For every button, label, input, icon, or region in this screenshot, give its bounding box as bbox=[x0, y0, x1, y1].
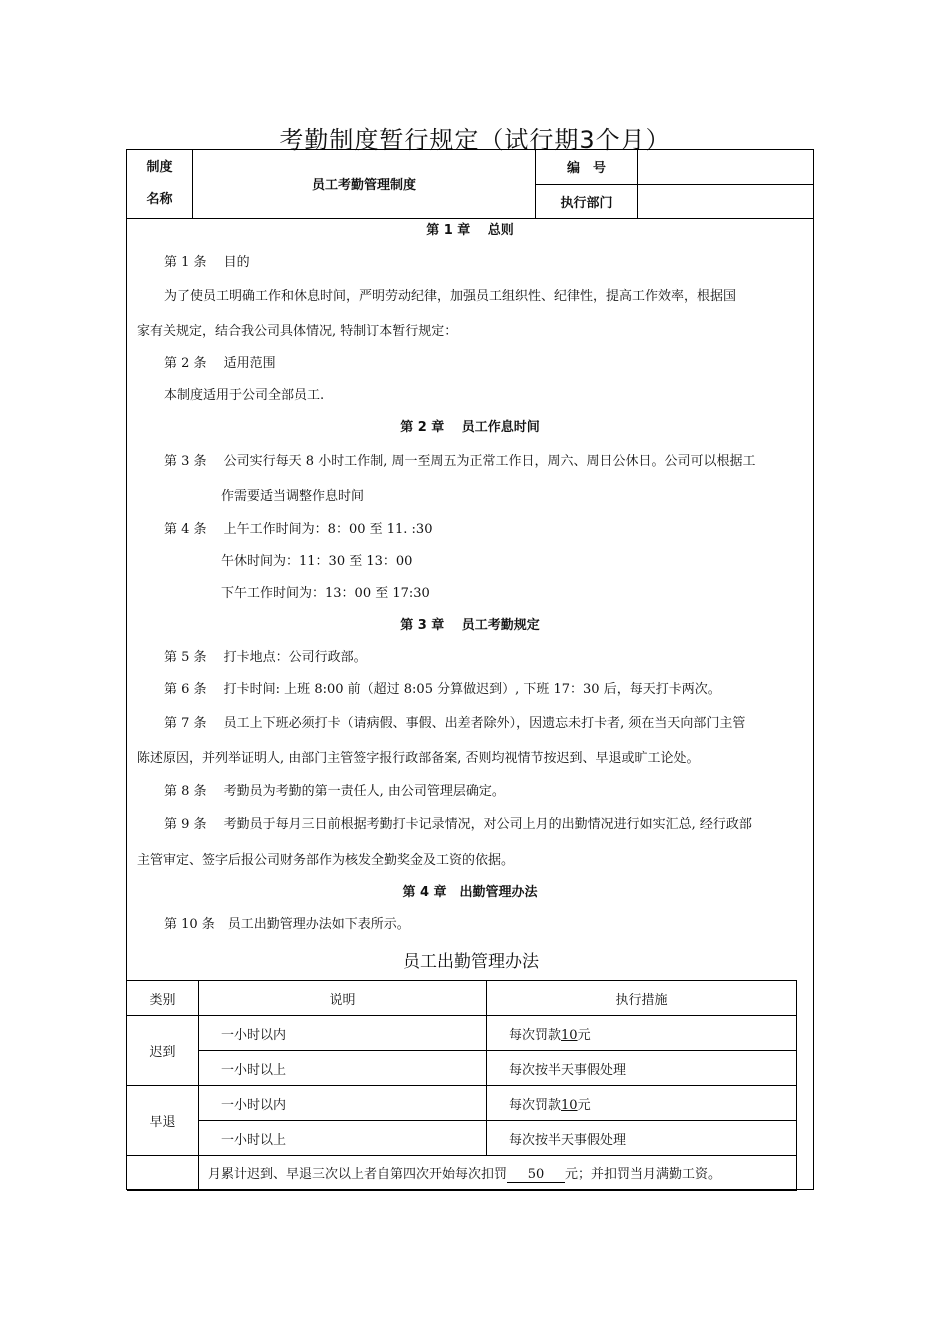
article-5-text: 第 5 条 打卡地点：公司行政部。 bbox=[164, 650, 367, 665]
summary-rule bbox=[199, 1156, 797, 1191]
summary-suffix: 元；并扣罚当月满勤工资。 bbox=[565, 1167, 722, 1182]
early-within-hour-measure bbox=[487, 1086, 797, 1121]
summary-category-empty bbox=[127, 1156, 199, 1191]
table-row bbox=[127, 1016, 797, 1051]
table-row bbox=[127, 1051, 797, 1086]
table-row bbox=[127, 1086, 797, 1121]
header-description: 说明 bbox=[199, 981, 487, 1016]
summary-amount: 50 bbox=[507, 1168, 565, 1183]
article-9-text-1: 第 9 条 考勤员于每月三日前根据考勤打卡记录情况，对公司上月的出勤情况进行如实汇总, 经行政部 bbox=[164, 817, 752, 832]
late-within-hour: 一小时以内 bbox=[199, 1016, 487, 1051]
article-9-text-2: 主管审定、签字后报公司财务部作为核发全勤奖金及工资的依据。 bbox=[137, 853, 515, 868]
table-row bbox=[127, 1121, 797, 1156]
category-early: 早退 bbox=[127, 1086, 199, 1156]
summary-prefix: 月累计迟到、早退三次以上者自第四次开始每次扣罚 bbox=[208, 1167, 508, 1182]
article-4-text-1: 第 4 条 上午工作时间为：8：00 至 11. :30 bbox=[164, 522, 433, 537]
early-over-hour: 一小时以上 bbox=[199, 1121, 487, 1156]
label-dept: 执行部门 bbox=[536, 184, 638, 218]
late-within-hour-measure bbox=[487, 1016, 797, 1051]
article-3-text-2: 作需要适当调整作息时间 bbox=[221, 489, 365, 504]
late-over-hour-measure: 每次按半天事假处理 bbox=[487, 1051, 797, 1086]
article-3-text-1: 第 3 条 公司实行每天 8 小时工作制, 周一至周五为正常工作日，周六、周日公休日。公司可以根据工 bbox=[164, 454, 756, 469]
attendance-table bbox=[127, 980, 797, 1191]
label-mingcheng: 名称 bbox=[146, 191, 173, 207]
chapter-2-heading: 第 2 章 员工作息时间 bbox=[400, 420, 540, 435]
late-over-hour: 一小时以上 bbox=[199, 1051, 487, 1086]
article-7-text-1: 第 7 条 员工上下班必须打卡（请病假、事假、出差者除外），因遗忘未打卡者, 须在当天向部门主管 bbox=[164, 716, 746, 731]
article-4-text-3: 下午工作时间为：13：00 至 17:30 bbox=[221, 586, 430, 601]
fine-prefix: 每次罚款 bbox=[509, 1097, 562, 1113]
fine-amount: 10 bbox=[561, 1097, 578, 1113]
table-row bbox=[127, 1156, 797, 1191]
dept-value bbox=[638, 184, 814, 218]
attendance-table-title: 员工出勤管理办法 bbox=[403, 952, 539, 972]
article-1-heading: 第 1 条 目的 bbox=[164, 255, 250, 270]
header-measure: 执行措施 bbox=[487, 981, 797, 1016]
label-zhidu: 制度 bbox=[146, 159, 173, 175]
header-category: 类别 bbox=[127, 981, 199, 1016]
article-8-text: 第 8 条 考勤员为考勤的第一责任人, 由公司管理层确定。 bbox=[164, 784, 505, 799]
regulation-frame bbox=[126, 149, 814, 1190]
early-over-hour-measure: 每次按半天事假处理 bbox=[487, 1121, 797, 1156]
label-number: 编 号 bbox=[536, 150, 638, 184]
article-4-text-2: 午休时间为：11：30 至 13：00 bbox=[221, 554, 413, 569]
article-2-heading: 第 2 条 适用范围 bbox=[164, 356, 276, 371]
article-7-text-2: 陈述原因，并列举证明人, 由部门主管签字报行政部备案, 否则均视情节按迟到、早退或旷工论处。 bbox=[137, 751, 700, 766]
fine-suffix: 元 bbox=[577, 1027, 591, 1043]
fine-amount: 10 bbox=[561, 1027, 578, 1043]
number-value bbox=[638, 150, 814, 184]
chapter-3-heading: 第 3 章 员工考勤规定 bbox=[400, 618, 540, 633]
chapter-4-heading: 第 4 章 出勤管理办法 bbox=[402, 885, 538, 900]
chapter-1-heading: 第 1 章 总则 bbox=[426, 223, 514, 238]
fine-prefix: 每次罚款 bbox=[509, 1027, 562, 1043]
header-table bbox=[127, 150, 813, 219]
early-within-hour: 一小时以内 bbox=[199, 1086, 487, 1121]
article-1-text-2: 家有关规定，结合我公司具体情况, 特制订本暂行规定： bbox=[137, 324, 458, 339]
article-10-text: 第 10 条 员工出勤管理办法如下表所示。 bbox=[164, 917, 410, 932]
fine-suffix: 元 bbox=[577, 1097, 591, 1113]
label-system-name-cell bbox=[127, 150, 193, 218]
category-late: 迟到 bbox=[127, 1016, 199, 1086]
article-2-text: 本制度适用于公司全部员工. bbox=[164, 388, 325, 403]
system-name-value: 员工考勤管理制度 bbox=[193, 150, 536, 218]
document-title: 考勤制度暂行规定（试行期3个月） bbox=[279, 126, 671, 154]
article-6-text: 第 6 条 打卡时间: 上班 8:00 前（超过 8:05 分算做迟到）, 下班 17：30 后，每天打卡两次。 bbox=[164, 682, 721, 697]
table-header-row bbox=[127, 981, 797, 1016]
article-1-text-1: 为了使员工明确工作和休息时间，严明劳动纪律，加强员工组织性、纪律性，提高工作效率，根据国 bbox=[164, 289, 737, 304]
